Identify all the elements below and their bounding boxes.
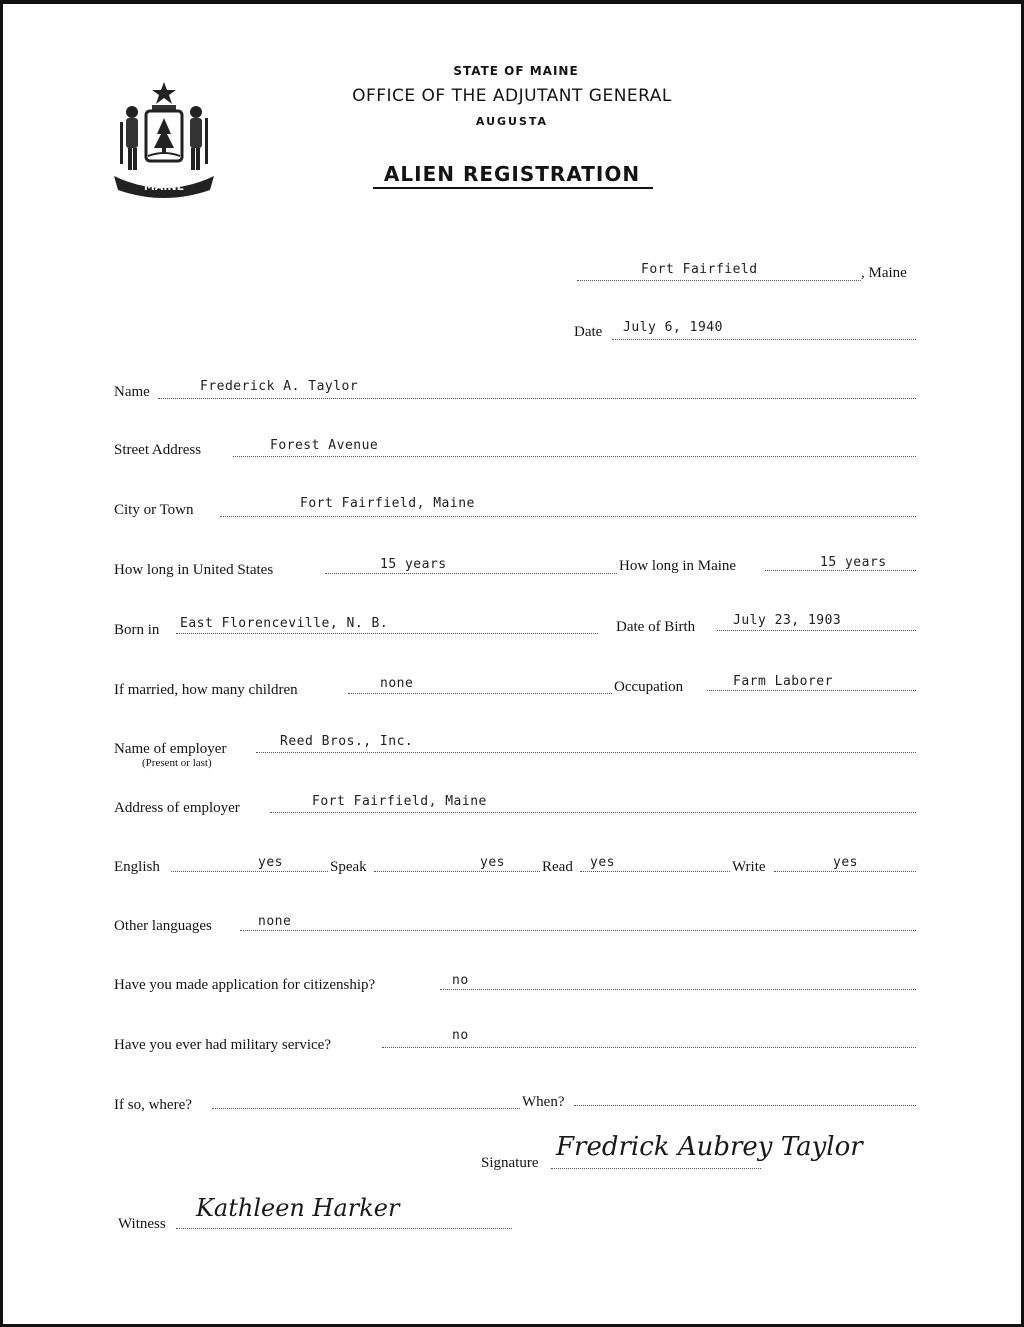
- write-label: Write: [732, 859, 766, 875]
- read-line: [580, 871, 730, 872]
- citizenship-value: no: [452, 973, 469, 988]
- us-duration-value: 15 years: [380, 557, 447, 572]
- read-label: Read: [542, 859, 573, 875]
- employer-line: [256, 752, 916, 753]
- where-line: [212, 1108, 520, 1109]
- english-line: [171, 871, 328, 872]
- dob-label: Date of Birth: [616, 619, 696, 635]
- maine-duration-value: 15 years: [820, 555, 887, 570]
- maine-duration-label: How long in Maine: [619, 558, 737, 574]
- occupation-value: Farm Laborer: [733, 674, 833, 689]
- citizenship-label: Have you made application for citizenship?: [114, 977, 376, 993]
- occupation-label: Occupation: [614, 679, 684, 695]
- speak-line: [374, 871, 540, 872]
- children-line: [348, 693, 612, 694]
- seal-banner-text: MAINE: [143, 180, 185, 193]
- employer-label: Name of employer: [114, 741, 227, 757]
- header-city: AUGUSTA: [475, 115, 549, 128]
- header-office: OFFICE OF THE ADJUTANT GENERAL: [352, 86, 672, 106]
- city-value: Fort Fairfield, Maine: [300, 496, 475, 511]
- employer-address-value: Fort Fairfield, Maine: [312, 794, 487, 809]
- name-line: [158, 398, 916, 399]
- city-line: [220, 516, 916, 517]
- signature-label: Signature: [481, 1155, 539, 1171]
- write-value: yes: [833, 855, 858, 870]
- dob-line: [717, 630, 916, 631]
- dob-value: July 23, 1903: [733, 613, 842, 628]
- witness-label: Witness: [118, 1216, 166, 1232]
- date-value: July 6, 1940: [623, 320, 723, 335]
- employer-sublabel: (Present or last): [142, 757, 212, 769]
- signature-value: Fredrick Aubrey Taylor: [556, 1132, 863, 1162]
- employer-value: Reed Bros., Inc.: [280, 734, 414, 749]
- street-value: Forest Avenue: [270, 438, 379, 453]
- citizenship-line: [440, 989, 916, 990]
- date-line: [612, 339, 916, 340]
- us-duration-line: [325, 573, 617, 574]
- street-line: [233, 456, 916, 457]
- english-label: English: [114, 859, 160, 875]
- military-value: no: [452, 1028, 469, 1043]
- header-state: STATE OF MAINE: [453, 64, 579, 78]
- employer-address-label: Address of employer: [114, 800, 240, 816]
- place-line: [577, 280, 861, 281]
- title-underline: [373, 187, 653, 189]
- witness-value: Kathleen Harker: [196, 1194, 400, 1222]
- where-label: If so, where?: [114, 1097, 192, 1113]
- military-label: Have you ever had military service?: [114, 1037, 331, 1053]
- write-line: [774, 871, 916, 872]
- witness-line: [176, 1228, 512, 1229]
- born-line: [176, 633, 598, 634]
- maine-duration-line: [765, 570, 916, 571]
- other-languages-line: [240, 930, 916, 931]
- scan-border-top: [0, 0, 1024, 4]
- born-label: Born in: [114, 622, 160, 638]
- employer-address-line: [270, 812, 916, 813]
- other-languages-value: none: [258, 914, 292, 929]
- when-label: When?: [522, 1094, 565, 1110]
- place-suffix: , Maine: [861, 265, 907, 281]
- other-languages-label: Other languages: [114, 918, 212, 934]
- read-value: yes: [590, 855, 615, 870]
- scan-border-left: [0, 0, 3, 1327]
- speak-value: yes: [480, 855, 505, 870]
- born-value: East Florenceville, N. B.: [180, 616, 389, 631]
- name-value: Frederick A. Taylor: [200, 379, 359, 394]
- military-line: [382, 1047, 916, 1048]
- date-label: Date: [574, 324, 603, 340]
- speak-label: Speak: [330, 859, 367, 875]
- occupation-line: [707, 690, 916, 691]
- english-value: yes: [258, 855, 283, 870]
- children-label: If married, how many children: [114, 682, 298, 698]
- city-label: City or Town: [114, 502, 194, 518]
- us-duration-label: How long in United States: [114, 562, 274, 578]
- street-label: Street Address: [114, 442, 202, 458]
- signature-line: [551, 1168, 761, 1169]
- place-value: Fort Fairfield: [641, 262, 758, 277]
- when-line: [574, 1105, 916, 1106]
- children-value: none: [380, 676, 414, 691]
- name-label: Name: [114, 384, 150, 400]
- form-title: ALIEN REGISTRATION: [383, 162, 641, 186]
